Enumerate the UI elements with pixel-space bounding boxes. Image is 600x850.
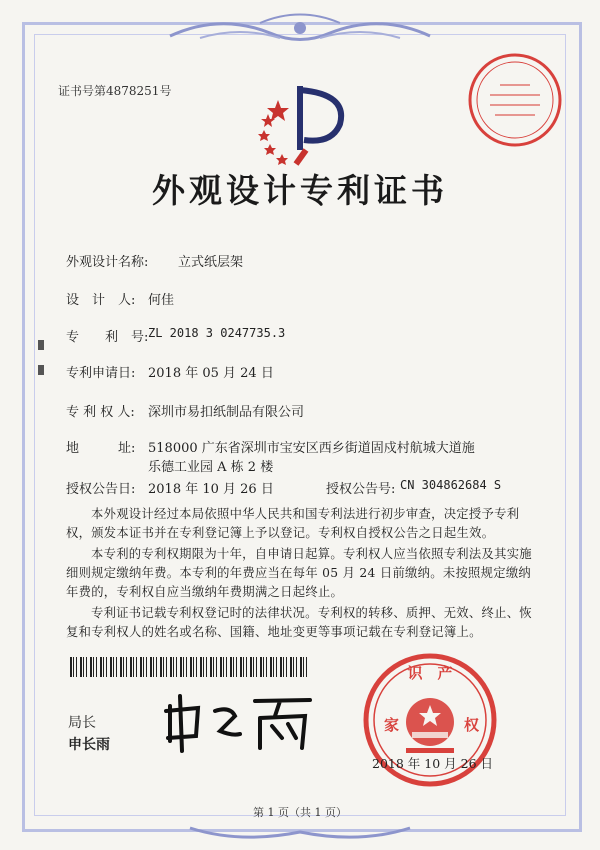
- cnipa-logo-icon: [248, 80, 358, 170]
- field-label-address: 地 址:: [66, 441, 136, 456]
- field-label-grant-date: 授权公告日:: [66, 482, 136, 497]
- seal-date: 2018 年 10 月 26 日: [372, 756, 493, 771]
- tax-seal-icon: [465, 50, 565, 150]
- paragraph-legal-status: 专利证书记载专利权登记时的法律状况。专利权的转移、质押、无效、终止、恢复和专利权人的姓名或名称、国籍、地址变更等事项记载在专利登记簿上。: [66, 606, 532, 639]
- svg-text:家: 家: [384, 716, 400, 734]
- field-value-grant-date: 2018 年 10 月 26 日: [148, 482, 274, 497]
- field-value-publication-number: CN 304862684 S: [400, 478, 502, 492]
- field-value-designer: 何佳: [148, 293, 175, 308]
- signature-icon: [160, 686, 325, 758]
- field-value-filing-date: 2018 年 05 月 24 日: [148, 366, 274, 381]
- certificate-number: 证书号第4878251号: [58, 84, 172, 98]
- side-mark: [38, 340, 44, 350]
- paragraph-term: 本专利的专利权期限为十年，自申请日起算。专利权人应当依照专利法及其实施细则规定缴纳年费。本专利的年费应当在每年 05 月 24 日前缴纳。未按照规定缴纳年费的，专利权自应当缴纳年费期满之日起终止。: [66, 547, 532, 599]
- svg-text:识 产: 识 产: [407, 664, 453, 682]
- field-value-patentee: 深圳市易扣纸制品有限公司: [148, 405, 305, 420]
- side-mark: [38, 365, 44, 375]
- signatory-role: 局长: [68, 715, 96, 731]
- signatory-name: 申长雨: [68, 737, 110, 753]
- top-ornament-icon: [160, 8, 440, 48]
- field-label-design-name: 外观设计名称:: [66, 255, 149, 270]
- certificate-title: 外观设计专利证书: [152, 171, 448, 210]
- svg-text:权: 权: [464, 716, 480, 734]
- page-footer: 第 1 页（共 1 页）: [253, 806, 347, 819]
- field-label-publication-number: 授权公告号:: [326, 482, 396, 497]
- field-value-patent-number: ZL 2018 3 0247735.3: [148, 326, 286, 340]
- field-label-designer: 设 计 人:: [66, 293, 136, 308]
- barcode-icon: [70, 657, 310, 677]
- field-value-address-line2: 乐德工业园 A 栋 2 楼: [148, 460, 274, 475]
- field-label-patent-number: 专 利 号:: [66, 330, 149, 345]
- field-label-filing-date: 专利申请日:: [66, 366, 136, 381]
- paragraph-grant: 本外观设计经过本局依照中华人民共和国专利法进行初步审查，决定授予专利权，颁发本证书并在专利登记簿上予以登记。专利权自授权公告之日起生效。: [66, 507, 520, 540]
- field-label-patentee: 专 利 权 人:: [66, 405, 135, 420]
- bottom-ornament-icon: [180, 820, 420, 844]
- field-value-address: 518000 广东省深圳市宝安区西乡街道固戍村航城大道施: [148, 441, 475, 456]
- field-value-design-name: 立式纸层架: [178, 255, 244, 270]
